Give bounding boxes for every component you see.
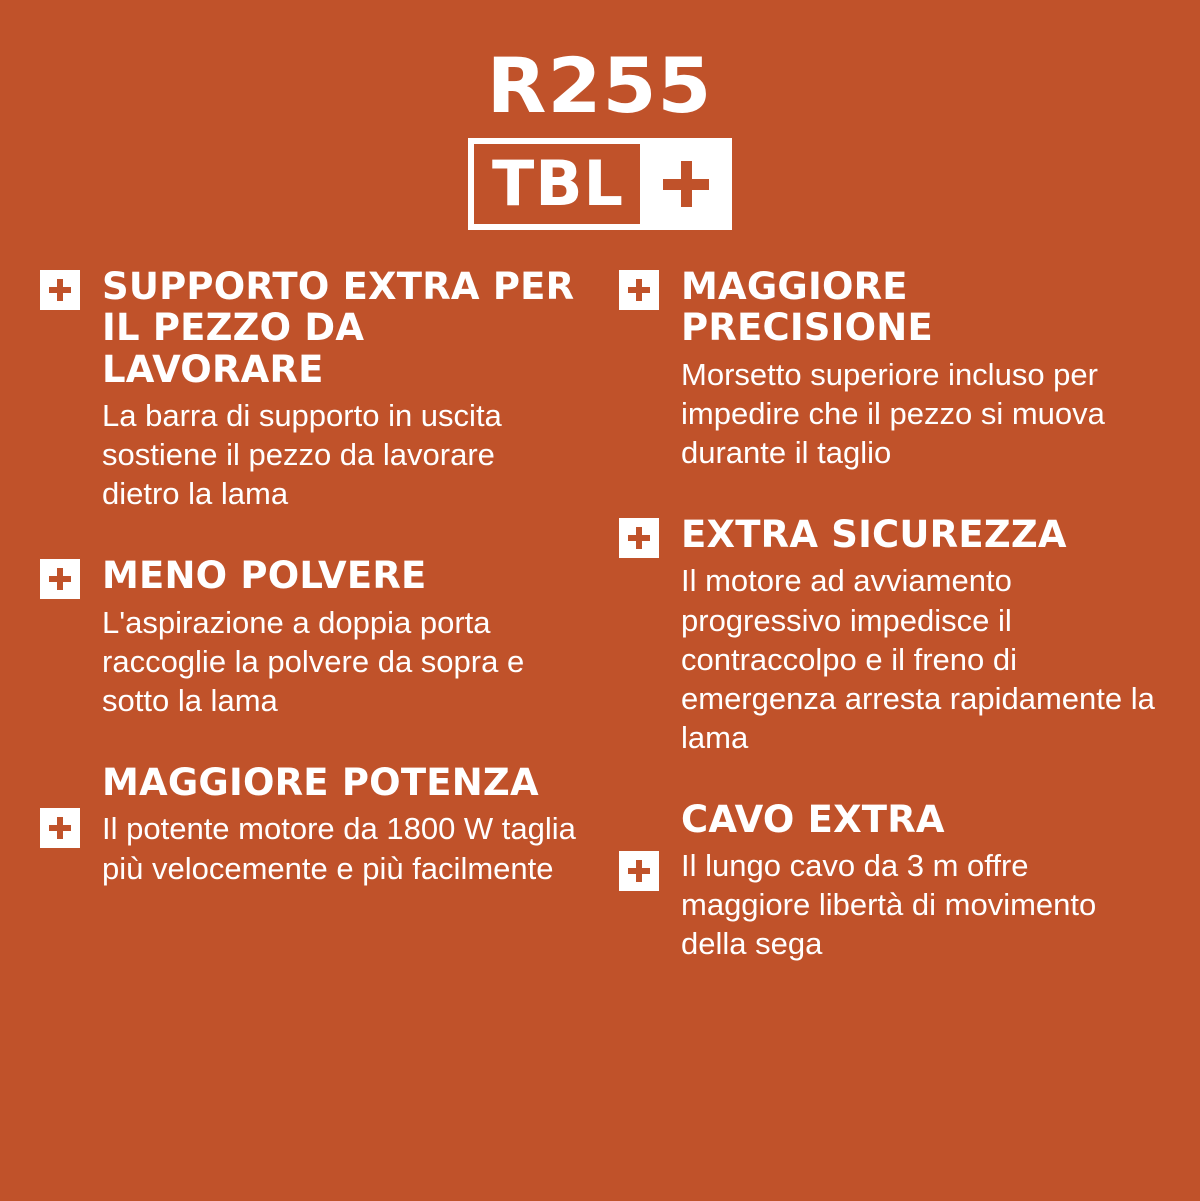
feature-headline-row <box>40 762 581 803</box>
feature-title: MENO POLVERE <box>102 554 427 598</box>
plus-icon <box>619 851 659 891</box>
feature-headline-row <box>40 266 581 390</box>
badge-plus-icon <box>640 138 732 230</box>
feature-headline-row <box>619 799 1160 840</box>
feature-body: Morsetto superiore incluso per impedire che il pezzo si muova durante il taglio <box>681 356 1105 470</box>
feature-title: MAGGIORE PRECISIONE <box>681 265 933 350</box>
badge-label: TBL <box>468 138 640 230</box>
feature-column-right <box>619 266 1160 1005</box>
plus-icon <box>619 270 659 310</box>
feature-item <box>619 266 1160 472</box>
feature-title: EXTRA SICUREZZA <box>681 513 1067 557</box>
feature-item <box>40 762 581 888</box>
feature-headline-row <box>619 514 1160 555</box>
feature-title: MAGGIORE POTENZA <box>102 761 539 805</box>
feature-body: Il lungo cavo da 3 m offre maggiore libertà di movimento della sega <box>681 848 1097 962</box>
feature-item <box>619 514 1160 757</box>
feature-body: Il potente motore da 1800 W taglia più velocemente e più facilmente <box>102 811 576 886</box>
tbl-plus-badge <box>468 138 732 230</box>
product-model: R255 <box>487 41 713 130</box>
feature-title: CAVO EXTRA <box>681 797 945 841</box>
feature-item <box>619 799 1160 964</box>
feature-columns <box>0 230 1200 1005</box>
feature-body: L'aspirazione a doppia porta raccoglie la polvere da sopra e sotto la lama <box>102 604 525 718</box>
feature-item <box>40 266 581 513</box>
feature-headline-row <box>40 555 581 596</box>
plus-icon <box>40 270 80 310</box>
plus-icon <box>619 518 659 558</box>
feature-title: SUPPORTO EXTRA PER IL PEZZO DA LAVORARE <box>102 265 575 391</box>
feature-body: La barra di supporto in uscita sostiene il pezzo da lavorare dietro la lama <box>102 398 502 512</box>
feature-headline-row <box>619 266 1160 349</box>
feature-item <box>40 555 581 720</box>
feature-column-left <box>40 266 581 1005</box>
brand-header <box>0 0 1200 230</box>
plus-icon <box>40 559 80 599</box>
plus-icon <box>40 808 80 848</box>
feature-body: Il motore ad avviamento progressivo impedisce il contraccolpo e il freno di emergenza arresta rapidamente la lama <box>681 563 1155 755</box>
